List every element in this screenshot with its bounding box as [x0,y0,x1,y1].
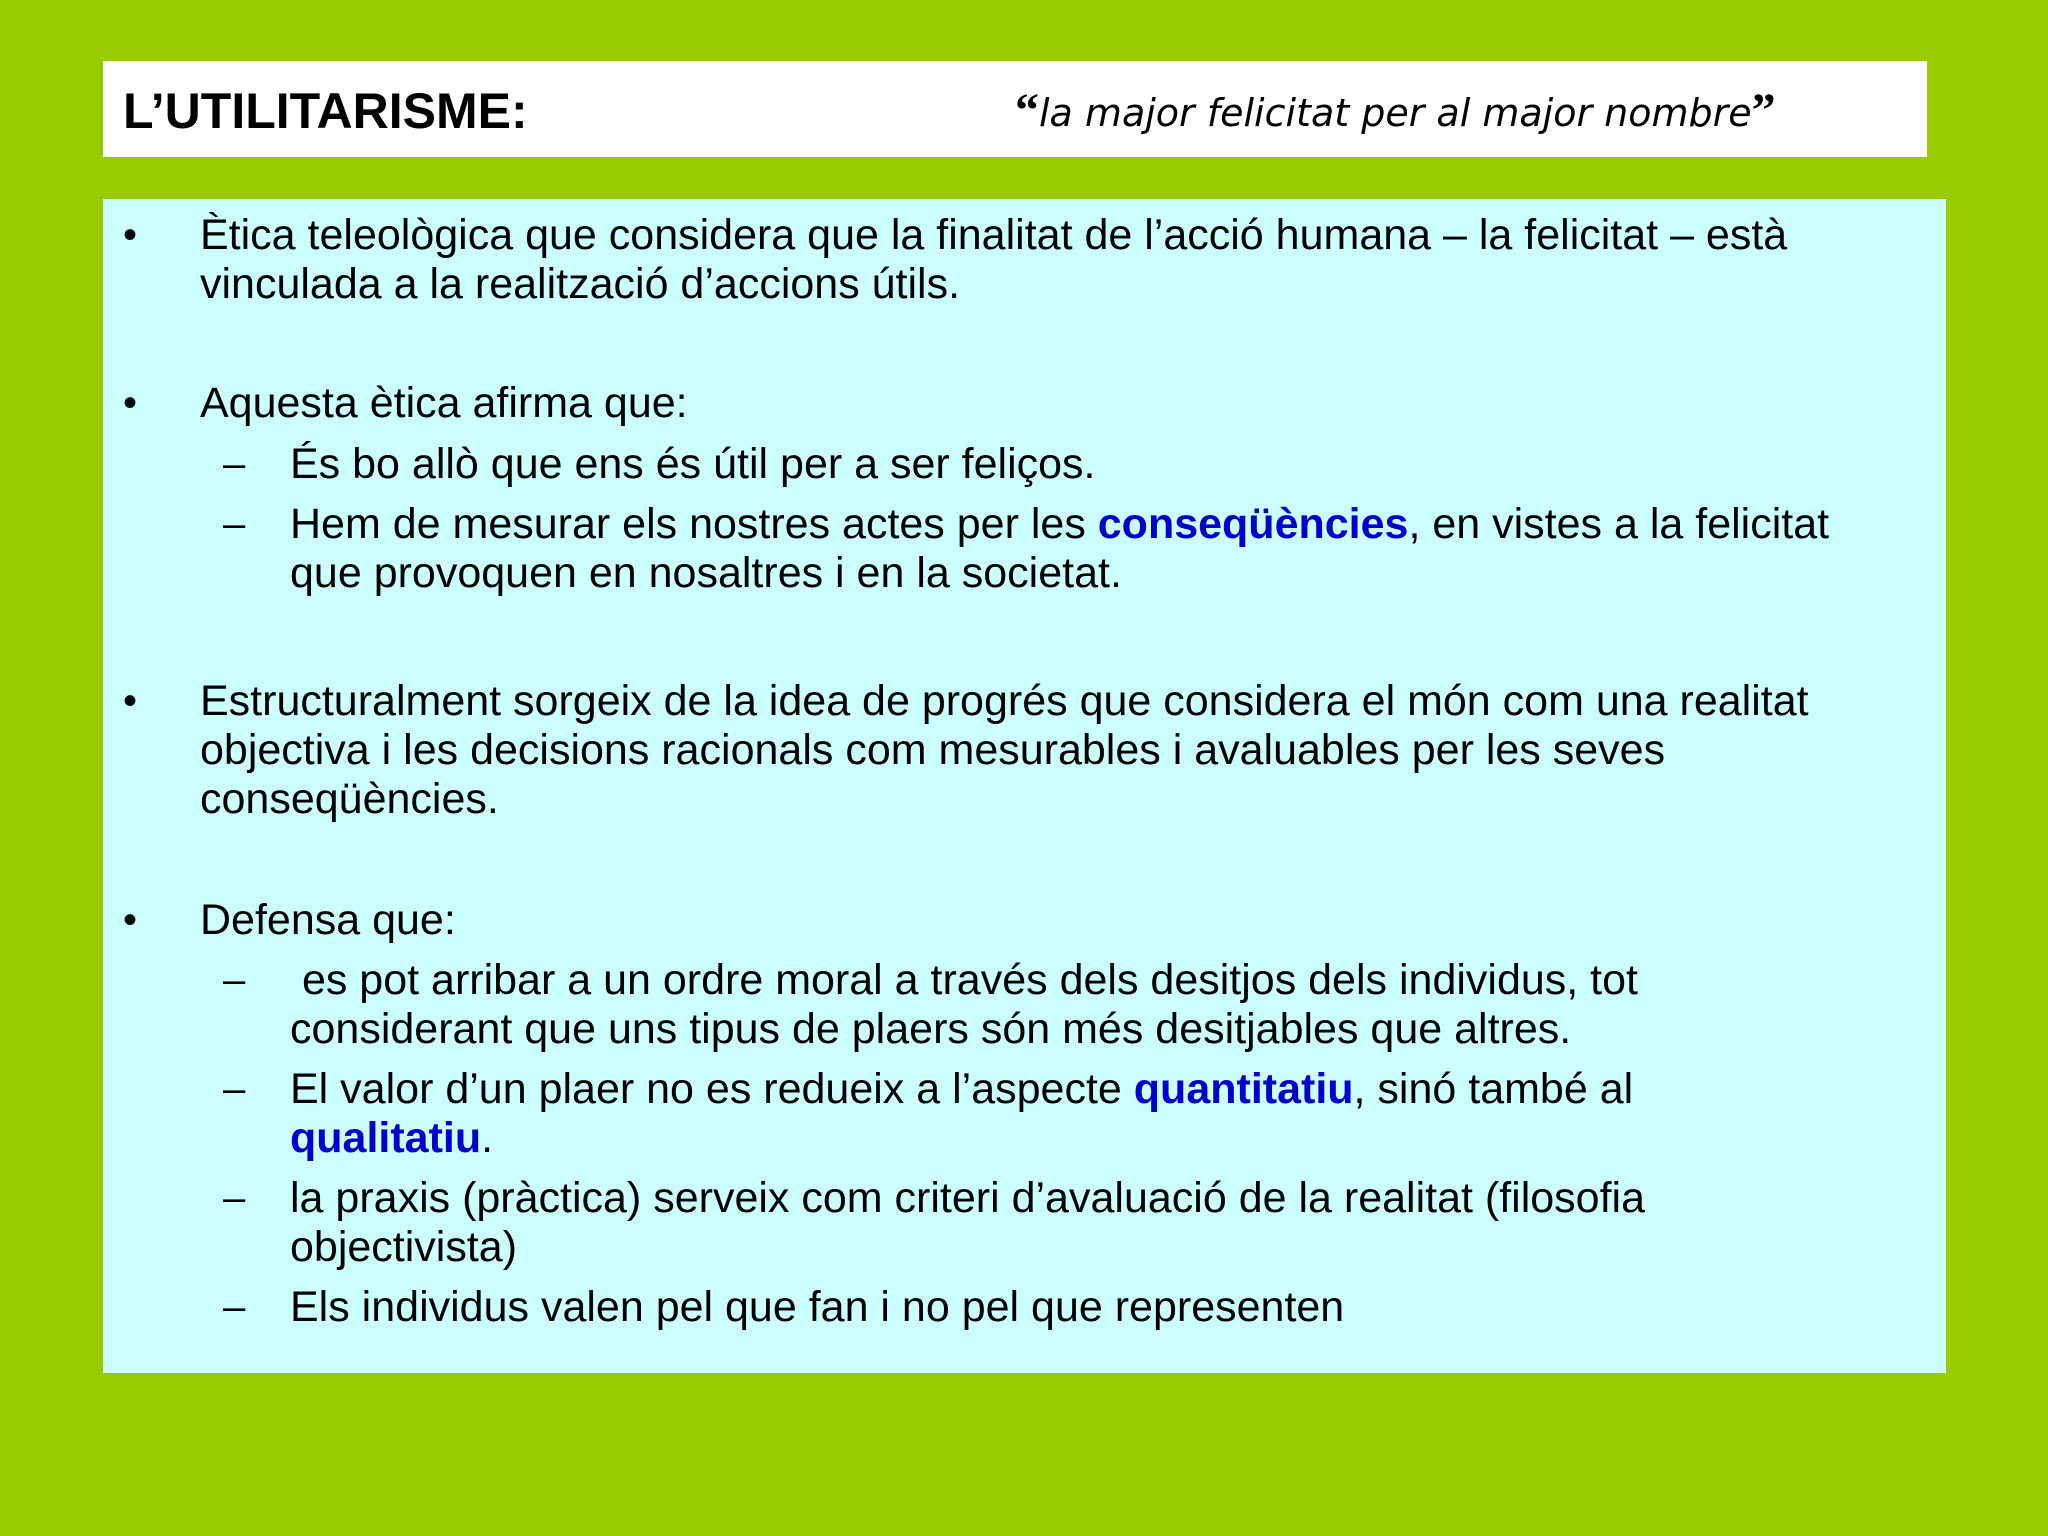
bullet-4-text: Defensa que: [200,896,456,944]
bullet-4-sub-2-pre: El valor d’un plaer no es redueix a l’aspecte [290,1065,1134,1113]
dash-marker: – [223,1067,246,1111]
highlight-quantitatiu: quantitatiu [1133,1065,1354,1113]
bullet-4-sub-2-mid: , sinó també al [1353,1065,1634,1113]
quote-close: ” [1751,84,1776,137]
slide-title: L’UTILITARISME: [123,83,528,139]
bullet-marker: • [123,381,138,425]
bullet-4-sub-1-line-1: es pot arribar a un ordre moral a través dels desitjos dels individus, tot [290,956,1638,1004]
bullet-2-sub-1: És bo allò que ens és útil per a ser feliços. [290,440,1096,488]
bullet-2-text: Aquesta ètica afirma que: [200,379,688,427]
bullet-4-sub-1-line-2: considerant que uns tipus de plaers són més desitjables que altres. [290,1005,1572,1053]
bullet-4-sub-3-line-2: objectivista) [290,1223,518,1271]
bullet-3-line-2: objectiva i les decisions racionals com mesurables i avaluables per les seves [200,726,1666,774]
bullet-4-sub-2 [290,1065,1633,1114]
dash-marker: – [223,502,246,546]
bullet-2-sub-2-pre: Hem de mesurar els nostres actes per les [290,500,1098,548]
bullet-3-line-3: conseqüències. [200,775,499,823]
dash-marker: – [223,1176,246,1220]
highlight-qualitatiu: qualitatiu [290,1114,482,1162]
bullet-marker: • [123,898,138,942]
title-quote [1015,81,1776,143]
bullet-3-line-1: Estructuralment sorgeix de la idea de progrés que considera el món com una realitat [200,677,1809,725]
bullet-2-sub-2-post: , en vistes a la felicitat [1408,500,1830,548]
bullet-marker: • [123,679,138,723]
bullet-1-line-1: Ètica teleològica que considera que la finalitat de l’acció humana – la felicitat – està [200,211,1788,259]
dash-marker: – [223,958,246,1002]
highlight-consequencies: conseqüències [1097,500,1409,548]
bullet-4-sub-2-line-2 [290,1114,493,1163]
quote-text: la major felicitat per al major nombre [1039,91,1752,135]
dash-marker: – [223,1285,246,1329]
bullet-1-line-2: vinculada a la realització d’accions útils. [200,260,961,308]
bullet-4-sub-3-line-1: la praxis (pràctica) serveix com criteri d’avaluació de la realitat (filosofia [290,1174,1646,1222]
dash-marker: – [223,442,246,486]
bullet-4-sub-2-post: . [481,1114,494,1162]
bullet-2-sub-2 [290,500,1829,549]
bullet-4-sub-4: Els individus valen pel que fan i no pel que representen [290,1283,1345,1331]
title-box [103,61,1927,157]
bullet-marker: • [123,213,138,257]
content-box [103,199,1946,1373]
bullet-2-sub-2-line-2: que provoquen en nosaltres i en la societat. [290,549,1122,597]
quote-open: “ [1015,84,1039,137]
